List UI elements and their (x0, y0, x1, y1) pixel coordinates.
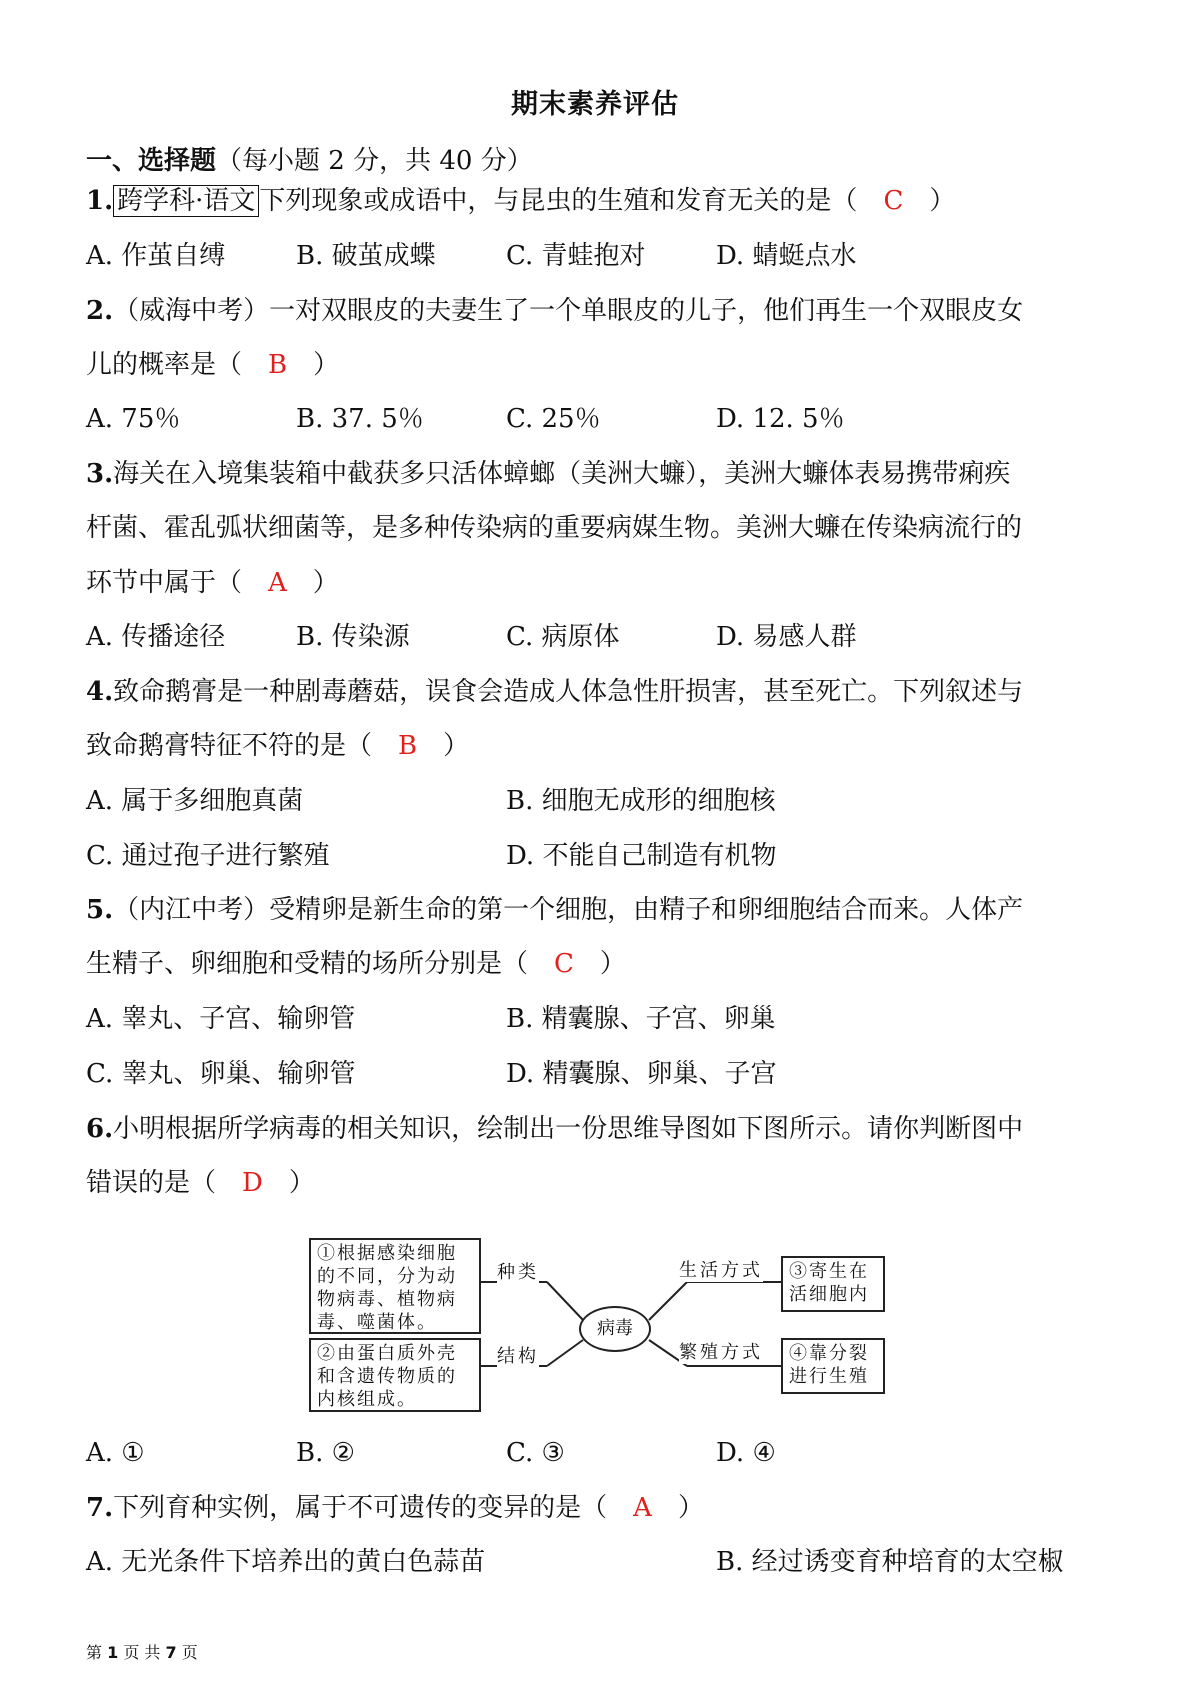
option-b: B. 37. 5％ (296, 404, 424, 434)
question-number: 6. (86, 1114, 114, 1144)
question-number: 7. (86, 1493, 114, 1523)
close-paren: ） (599, 949, 626, 979)
option-c: C. 病原体 (506, 622, 620, 652)
subject-tag: 跨学科·语文 (113, 185, 259, 217)
question-text: 儿的概率是（ (86, 350, 243, 380)
close-paren: ） (288, 1168, 315, 1198)
option-d: D. 12. 5％ (716, 404, 845, 434)
question-number: 3. (86, 459, 114, 489)
answer: A (268, 568, 287, 598)
option-c: C. 通过孢子进行繁殖 (86, 841, 330, 871)
question-5-line-2 (86, 945, 1116, 983)
question-5-options-row-1 (86, 1000, 1116, 1038)
box-line: ④靠分裂 (789, 1343, 869, 1364)
question-3-line-1 (86, 455, 1116, 493)
question-text: 错误的是（ (86, 1168, 217, 1198)
box-life-mode (781, 1256, 885, 1312)
close-paren: ） (312, 568, 339, 598)
box-line: 活细胞内 (789, 1284, 869, 1305)
close-paren: ） (443, 731, 470, 761)
option-b: B. 细胞无成形的细胞核 (506, 786, 776, 816)
answer: D (242, 1168, 263, 1198)
question-2-line-1 (86, 292, 1116, 330)
option-b: B. 破茧成蝶 (296, 241, 436, 271)
option-b: B. 精囊腺、子宫、卵巢 (506, 1004, 776, 1034)
option-d: D. ④ (716, 1438, 776, 1468)
question-number: 2. (86, 296, 114, 326)
label-kind: 种类 (497, 1258, 539, 1284)
question-6-line-1 (86, 1110, 1116, 1148)
option-a: A. 75％ (86, 404, 181, 434)
question-4-line-2 (86, 727, 1116, 765)
option-c: C. 青蛙抱对 (506, 241, 646, 271)
question-text: 受精卵是新生命的第一个细胞，由精子和卵细胞结合而来。人体产 (269, 895, 1024, 925)
option-b: B. 经过诱变育种培育的太空椒 (716, 1547, 1064, 1577)
label-reproduction-mode: 繁殖方式 (679, 1338, 763, 1364)
box-reproduction (781, 1338, 885, 1394)
box-line: 毒、噬菌体。 (317, 1312, 437, 1333)
question-source: （内江中考） (113, 895, 270, 925)
question-text: 生精子、卵细胞和受精的场所分别是（ (86, 949, 529, 979)
question-number: 1. (86, 186, 114, 216)
answer: B (268, 350, 288, 380)
question-4-line-1 (86, 673, 1116, 711)
close-paren: ） (677, 1493, 704, 1523)
question-4-options-row-1 (86, 782, 1116, 820)
section-title: 一、选择题 (86, 146, 217, 176)
option-d: D. 精囊腺、卵巢、子宫 (506, 1059, 777, 1089)
question-text: ，美洲大蠊体表易携带痢疾 (698, 459, 1011, 489)
question-text: 一对双眼皮的夫妻生了一个单眼皮的儿子，他们再生一个双眼皮女 (269, 296, 1024, 326)
question-3-options (86, 618, 1116, 656)
option-a: A. 睾丸、子宫、输卵管 (86, 1004, 356, 1034)
paren-note: （美洲大蠊） (555, 459, 699, 489)
page-footer (86, 1640, 198, 1663)
option-a: A. 无光条件下培养出的黄白色蒜苗 (86, 1547, 486, 1577)
answer: C (554, 949, 574, 979)
page-title: 期末素养评估 (511, 89, 679, 120)
question-text: 下列育种实例，属于不可遗传的变异的是（ (113, 1493, 608, 1523)
option-a: A. 作茧自缚 (86, 241, 226, 271)
option-d: D. 不能自己制造有机物 (506, 841, 777, 871)
page-number: 1 (107, 1643, 119, 1662)
question-6-options (86, 1434, 1116, 1472)
label-structure: 结构 (497, 1342, 539, 1368)
question-5-line-1 (86, 891, 1116, 929)
box-line: 进行生殖 (789, 1366, 869, 1387)
option-c: C. ③ (506, 1438, 565, 1468)
question-3-line-2 (86, 509, 1116, 547)
answer: C (883, 186, 904, 216)
option-a: A. 属于多细胞真菌 (86, 786, 304, 816)
question-7-line-1 (86, 1489, 1116, 1527)
box-line: ②由蛋白质外壳 (317, 1343, 457, 1364)
question-1-line-1 (86, 182, 1116, 220)
question-text: 致命鹅膏是一种剧毒蘑菇，误食会造成人体急性肝损害，甚至死亡。下列叙述与 (113, 677, 1024, 707)
close-paren: ） (313, 350, 340, 380)
total-pages: 7 (165, 1643, 177, 1662)
box-line: 内核组成。 (317, 1389, 417, 1410)
option-d: D. 蜻蜓点水 (716, 241, 857, 271)
box-line: 和含遗传物质的 (317, 1366, 457, 1387)
question-2-line-2 (86, 346, 1116, 384)
question-text: 下列现象或成语中，与昆虫的生殖和发育无关的是（ (259, 186, 858, 216)
label-life-mode: 生活方式 (679, 1256, 763, 1282)
question-text: 小明根据所学病毒的相关知识，绘制出一份思维导图如下图所示。请你判断图中 (113, 1114, 1024, 1144)
box-line: 物病毒、植物病 (317, 1289, 457, 1310)
question-number: 5. (86, 895, 114, 925)
option-b: B. ② (296, 1438, 355, 1468)
option-c: C. 25％ (506, 404, 601, 434)
footer-text: 页 共 (123, 1643, 161, 1662)
question-text: 海关在入境集装箱中截获多只活体蟑螂 (113, 459, 556, 489)
question-4-options-row-2 (86, 837, 1116, 875)
center-node-virus: 病毒 (579, 1306, 651, 1352)
question-number: 4. (86, 677, 114, 707)
close-paren: ） (929, 186, 956, 216)
box-line: ③寄生在 (789, 1261, 869, 1282)
footer-text: 第 (86, 1643, 103, 1662)
virus-mind-map (307, 1236, 889, 1412)
answer: A (633, 1493, 652, 1523)
question-1-options (86, 237, 1116, 275)
box-types (309, 1238, 481, 1334)
box-structure (309, 1338, 481, 1412)
question-text: 致命鹅膏特征不符的是（ (86, 731, 373, 761)
option-b: B. 传染源 (296, 622, 410, 652)
question-7-options (86, 1543, 1116, 1581)
box-line: ①根据感染细胞 (317, 1243, 457, 1264)
section-note: （每小题 2 分，共 40 分） (216, 146, 533, 176)
question-3-line-3 (86, 564, 1116, 602)
option-d: D. 易感人群 (716, 622, 857, 652)
answer: B (398, 731, 418, 761)
question-5-options-row-2 (86, 1055, 1116, 1093)
question-text: 杆菌、霍乱弧状细菌等，是多种传染病的重要病媒生物。美洲大蠊在传染病流行的 (86, 513, 1023, 543)
option-a: A. 传播途径 (86, 622, 226, 652)
section-heading (86, 140, 533, 177)
option-a: A. ① (86, 1438, 145, 1468)
box-line: 的不同，分为动 (317, 1266, 457, 1287)
question-source: （威海中考） (113, 296, 270, 326)
footer-text: 页 (181, 1643, 198, 1662)
question-text: 环节中属于（ (86, 568, 243, 598)
option-c: C. 睾丸、卵巢、输卵管 (86, 1059, 356, 1089)
question-6-line-2 (86, 1164, 1116, 1202)
question-2-options (86, 400, 1116, 438)
